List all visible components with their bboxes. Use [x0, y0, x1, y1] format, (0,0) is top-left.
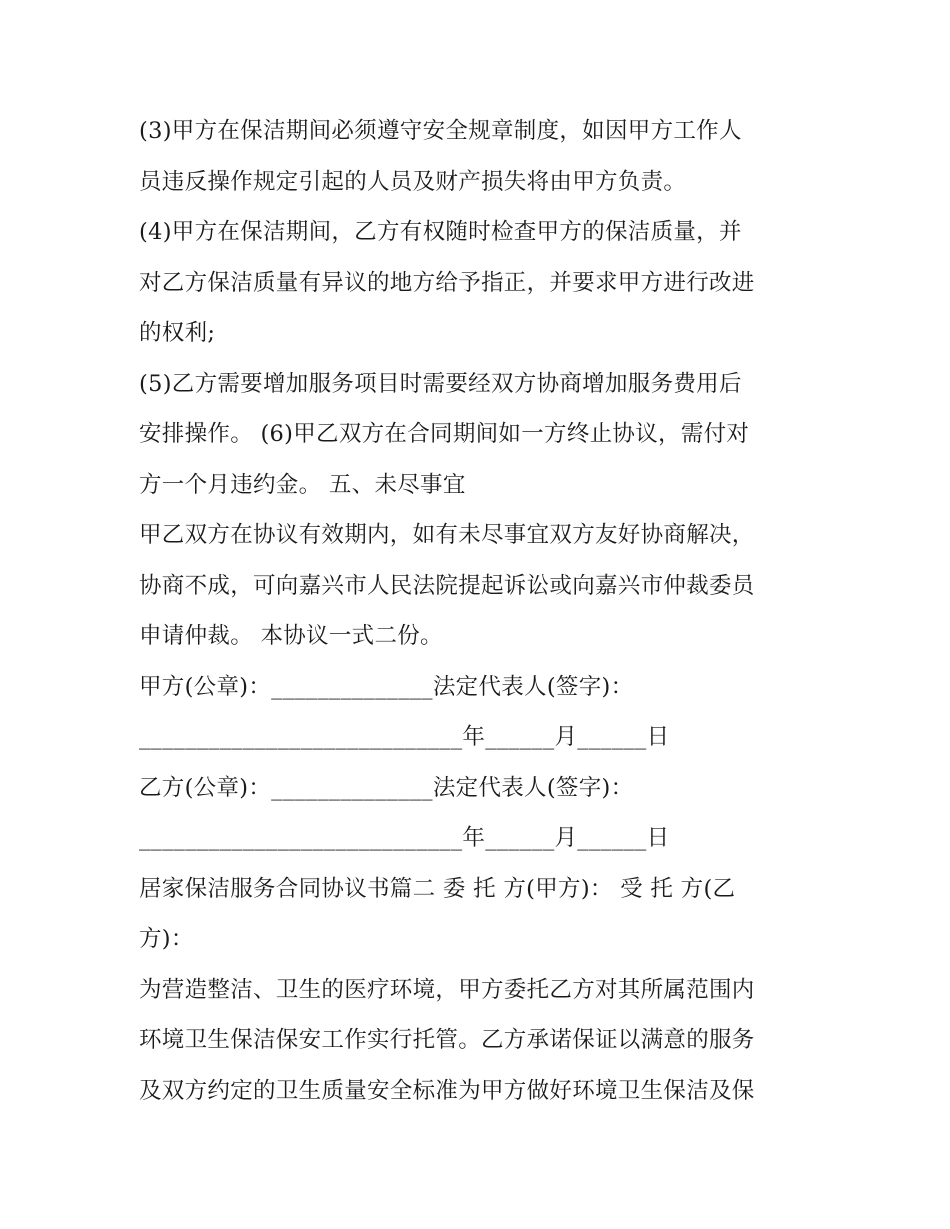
- text-line: (4)甲方在保洁期间，乙方有权随时检查甲方的保洁质量，并: [139, 219, 742, 245]
- text-line: 方)：: [139, 926, 194, 952]
- text-line: (3)甲方在保洁期间必须遵守安全规章制度，如因甲方工作人: [139, 118, 742, 144]
- text-line: 为营造整洁、卫生的医疗环境，甲方委托乙方对其所属范围内: [139, 976, 755, 1003]
- party-b-signature-line: 乙方(公章)：______________法定代表人(签字)：: [139, 774, 634, 801]
- document-page: [139, 106, 819, 1116]
- text-line: 员违反操作规定引起的人员及财产损失将由甲方负责。: [139, 168, 687, 195]
- text-line: 甲乙双方在协议有效期内，如有未尽事宜双方友好协商解决，: [139, 522, 755, 548]
- text-line: (5)乙方需要增加服务项目时需要经双方协商增加服务费用后: [139, 370, 742, 397]
- text-line: 及双方约定的卫生质量安全标准为甲方做好环境卫生保洁及保: [139, 1077, 755, 1104]
- party-b-date-line: ____________________________年______月______日: [139, 825, 670, 851]
- text-line: 对乙方保洁质量有异议的地方给予指正，并要求甲方进行改进: [139, 269, 755, 296]
- text-line: 方一个月违约金。 五、未尽事宜: [139, 471, 466, 498]
- text-line: 环境卫生保洁保安工作实行托管。乙方承诺保证以满意的服务: [139, 1027, 755, 1053]
- party-a-date-line: ____________________________年______月______日: [139, 724, 670, 750]
- text-line: 的权利;: [139, 320, 216, 346]
- text-line: 协商不成，可向嘉兴市人民法院提起诉讼或向嘉兴市仲裁委员: [139, 572, 755, 599]
- text-line: 申请仲裁。 本协议一式二份。: [139, 623, 443, 649]
- party-a-signature-line: 甲方(公章)：______________法定代表人(签字)：: [139, 673, 634, 700]
- text-line: 安排操作。 (6)甲乙双方在合同期间如一方终止协议，需付对: [139, 421, 750, 447]
- section-heading-line: 居家保洁服务合同协议书篇二 委 托 方(甲方)： 受 托 方(乙: [139, 875, 736, 902]
